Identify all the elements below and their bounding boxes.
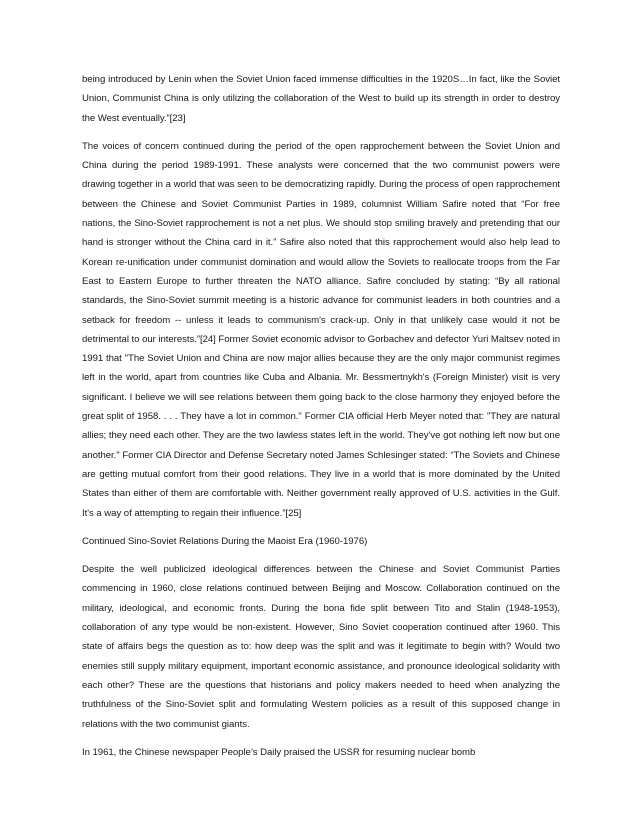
paragraph-1961: In 1961, the Chinese newspaper People’s Daily praised the USSR for resuming nuclear bomb bbox=[82, 746, 476, 758]
section-heading: Continued Sino-Soviet Relations During the Maoist Era (1960-1976) bbox=[82, 535, 368, 547]
paragraph-continuation: being introduced by Lenin when the Soviet Union faced immense difficulties in the 1920S…In fact, like the Soviet Union, Communist China is only utilizing the collaboration of the West to build up its strength in order to destroy the West eventually.”[23] bbox=[82, 74, 560, 124]
paragraph-rapprochement: The voices of concern continued during the period of the open rapprochement between the Soviet Union and China during the period 1989-1991. These analysts were concerned that the two communist powers were drawing together in a world that was seen to be democratizing rapidly. During the process of open rapprochement between the Chinese and Soviet Communist Parties in 1989, columnist William Safire noted that “For free nations, the Sino-Soviet rapprochement is not a net plus. We should stop smiling bravely and pretending that our hand is stronger without the China card in it.” Safire also noted that this rapprochement would also help lead to Korean re-unification under communist domination and would allow the Soviets to reallocate troops from the Far East to Eastern Europe to further threaten the NATO alliance. Safire concluded by stating: “By all rational standards, the Sino-Soviet summit meeting is a historic advance for communist leaders in both countries and a setback for freedom -- unless it leads to communism's crack-up. Only in that unlikely case would it not be detrimental to our interests.”[24] Former Soviet economic advisor to Gorbachev and defector Yuri Maltsev noted in 1991 that "The Soviet Union and China are now major allies because they are the only major communist regimes left in the world, apart from countries like Cuba and Albania. Mr. Bessmertnykh's (Foreign Minister) visit is very significant. I believe we will see relations between them going back to the close harmony they enjoyed before the great split of 1958. . . . They have a lot in common." Former CIA official Herb Meyer noted that: "They are natural allies; they need each other. They are the two lawless states left in the world. They've got nothing left now but one another." Former CIA Director and Defense Secretary noted James Schlesinger stated: “The Soviets and Chinese are getting mutual comfort from their good relations. They live in a world that is more dominated by the United States than either of them are comfortable with. Neither government really approved of U.S. activities in the Gulf. It's a way of attempting to regain their influence.”[25] bbox=[82, 140, 560, 519]
document-page bbox=[82, 70, 560, 762]
paragraph-maoist-era: Despite the well publicized ideological differences between the Chinese and Soviet Communist Parties commencing in 1960, close relations continued between Beijing and Moscow. Collaboration continued on the military, ideological, and economic fronts. During the bona fide split between Tito and Stalin (1948-1953), collaboration of any type would be non-existent. However, Sino Soviet cooperation continued after 1960. This state of affairs begs the question as to: how deep was the split and was it legitimate to begin with? Would two enemies still supply military equipment, important economic assistance, and pronounce ideological solidarity with each other? These are the questions that historians and policy makers needed to heed when analyzing the truthfulness of the Sino-Soviet split and formulating Western policies as a result of this supposed change in relations with the two communist giants. bbox=[82, 564, 560, 730]
